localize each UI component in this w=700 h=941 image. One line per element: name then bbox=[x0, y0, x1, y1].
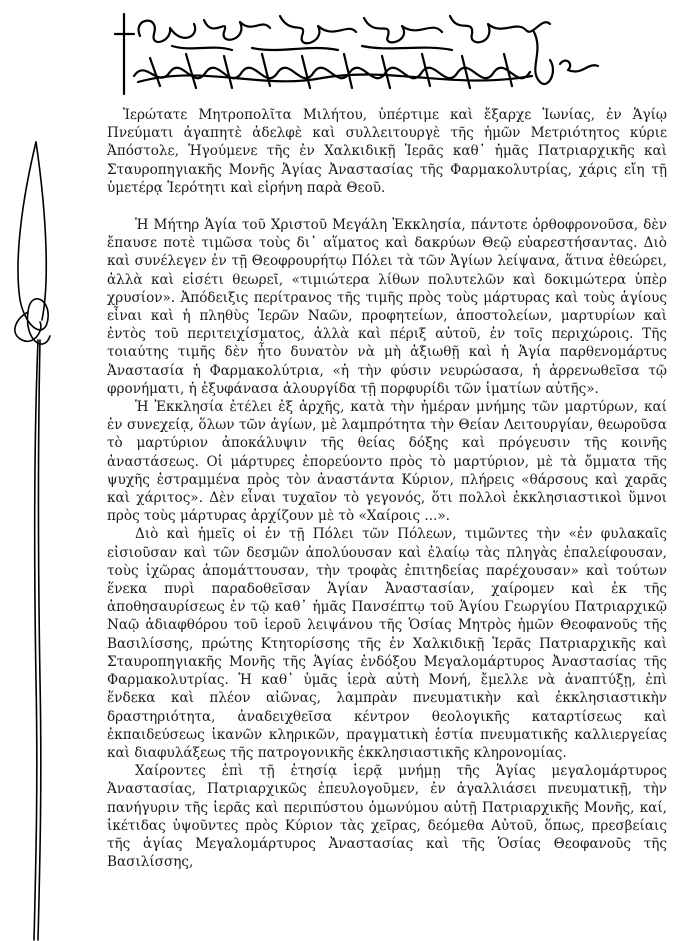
letter-paragraph: Ἡ Ἐκκλησία ἐτέλει ἐξ ἀρχῆς, κατὰ τὴν ἡμέραν μνήμης τῶν μαρτύρων, καί ἐν συνεχείᾳ, ὅλων τῶν ἁγίων, μὲ λαμπρότητα τὴν Θείαν Λειτουργίαν, θεωροῦσα τὸ μαρτύριον ἀποκάλυψιν τῆς θείας δόξης καὶ πρόγευσιν τῆς κοινῆς ἀναστάσεως. Οἱ μάρτυρες ἐπορεύοντο πρὸς τὸ μαρτύριον, μὲ τὰ ὄμματα τῆς ψυχῆς ἐστραμμένα πρὸς τὸν ἀναστάντα Κύριον, πλήρεις «θάρσους καὶ χαρᾶς καὶ χάριτος». Δὲν εἶναι τυχαῖον τὸ γεγονός, ὅτι πολλοὶ ἐκκλησιαστικοὶ ὕμνοι πρὸς τοὺς μάρτυρας ἀρχίζουν μὲ τὸ «Χαίροις ...». bbox=[107, 399, 667, 525]
letter-paragraph: Χαίροντες ἐπὶ τῇ ἐτησίᾳ ἱερᾷ μνήμῃ τῆς Ἁγίας μεγαλομάρτυρος Ἀναστασίας, Πατριαρχικῶς ἐπευλογοῦμεν, ἐν ἀγαλλιάσει πνευματικῇ, τὴν πανήγυριν τῆς ἱερᾶς καὶ περιπύστου ὁμωνύμου αὐτῇ Πατριαρχικῆς Μονῆς, καί, ἱκέτιδας ὑψοῦντες πρὸς Κύριον τὰς χεῖρας, δεόμεθα Αὐτοῦ, ὅπως, πρεσβείαις τῆς ἁγίας Μεγαλομάρτυρος Ἀναστασίας καὶ τῆς Ὁσίας Θεοφανοῦς τῆς Βασιλίσσης, bbox=[107, 763, 667, 871]
letter-salutation: Ἱερώτατε Μητροπολῖτα Μιλήτου, ὑπέρτιμε καὶ ἔξαρχε Ἰωνίας, ἐν Ἁγίῳ Πνεύματι ἀγαπητὲ ἀδελφὲ καὶ συλλειτουργὲ τῆς ἡμῶν Μετριότητος κύριε Ἀπόστολε, Ἡγούμενε τῆς ἐν Χαλκιδικῇ Ἱερᾶς καθ᾽ ἡμᾶς Πατριαρχικῆς καὶ Σταυροπηγιακῆς Μονῆς Ἁγίας Ἀναστασίας τῆς Φαρμακολυτρίας, χάρις εἴη τῇ ὑμετέρᾳ Ἱερότητι καὶ εἰρήνη παρὰ Θεοῦ. bbox=[107, 107, 667, 196]
binding-cord bbox=[0, 140, 70, 941]
letter-body bbox=[107, 106, 667, 871]
patriarchal-signature bbox=[112, 6, 602, 98]
letter-paragraph: Διὸ καὶ ἡμεῖς οἱ ἐν τῇ Πόλει τῶν Πόλεων, τιμῶντες τὴν «ἐν φυλακαῖς εἰσιοῦσαν καὶ τῶν δεσμῶν ἀπολύουσαν καὶ ἐλαίῳ τὰς πληγὰς ἐπαλείφουσαν, τοὺς ἰχῶρας ἀπομάττουσαν, τὴν τροφὰς ἐπιτηδείας παρέχουσαν» καὶ τούτων ἕνεκα πυρὶ παραδοθεῖσαν Ἁγίαν Ἀναστασίαν, χαίρομεν καὶ ἐκ τῆς ἀποθησαυρίσεως ἐν τῷ καθ᾽ ἡμᾶς Πανσέπτῳ τοῦ Ἁγίου Γεωργίου Πατριαρχικῷ Ναῷ ἀδιαφθόρου τοῦ ἱεροῦ λειψάνου τῆς Ὁσίας Μητρὸς ἡμῶν Θεοφανοῦς τῆς Βασιλίσσης, πρώτης Κτητορίσσης τῆς ἐν Χαλκιδικῇ Ἱερᾶς Πατριαρχικῆς καὶ Σταυροπηγιακῆς Μονῆς τῆς Ἁγίας ἐνδόξου Μεγαλομάρτυρος Ἀναστασίας τῆς Φαρμακολυτρίας. Ἡ καθ᾽ ὑμᾶς ἱερὰ αὐτὴ Μονή, ἔμελλε νὰ ἀναπτύξῃ, ἐπὶ ἕνδεκα καὶ πλέον αἰῶνας, λαμπρὰν πνευματικὴν καὶ ἐκκλησιαστικὴν δραστηριότητα, ἀναδειχθεῖσα κέντρον θεολογικῆς καταρτίσεως καὶ ἐκπαιδεύσεως ἱκανῶν κληρικῶν, πραγματικὴ ἑστία πνευματικῆς καλλιεργείας καὶ διαφυλάξεως τῆς πατρογονικῆς ἐκκλησιαστικῆς κληρονομίας. bbox=[107, 526, 667, 761]
letter-paragraph: Ἡ Μήτηρ Ἁγία τοῦ Χριστοῦ Μεγάλη Ἐκκλησία, πάντοτε ὀρθοφρονοῦσα, δὲν ἔπαυσε ποτὲ τιμῶσα τοὺς δι᾽ αἵματος καὶ δακρύων Θεῷ εὐαρεστήσαντας. Διὸ καὶ συνέλεγεν ἐν τῇ Θεοφρουρήτῳ Πόλει τὰ τῶν Ἁγίων λείψανα, ἅτινα ἐθεώρει, ἀλλὰ καὶ εἰσέτι θεωρεῖ, «τιμιώτερα λίθων πολυτελῶν καὶ δοκιμώτερα ὑπὲρ χρυσίον». Ἀπόδειξις περίτρανος τῆς τιμῆς πρὸς τοὺς μάρτυρας καὶ τοὺς ἁγίους εἶναι καὶ ἡ πληθὺς Ἱερῶν Ναῶν, προφητείων, ἀποστολείων, μαρτυρίων καὶ ἐντὸς τοῦ περιτειχίσματος, ἀλλὰ καὶ πέριξ αὐτοῦ, ἐν τοῖς περιχώροις. Τῆς τοιαύτης τιμῆς δὲν ἦτο δυνατὸν νὰ μὴ ἀξιωθῇ καὶ ἡ Ἁγία παρθενομάρτυς Ἀναστασία ἡ Φαρμακολύτρια, «ἡ τὴν φύσιν νευρώσασα, ἡ ἀρρενωθεῖσα τῷ φρονήματι, ἡ ἐξυφάνασα ἀλουργίδα τῇ πορφυρίδι τῶν ἱματίων αὐτῆς». bbox=[107, 217, 667, 397]
signature-cross bbox=[115, 14, 134, 94]
